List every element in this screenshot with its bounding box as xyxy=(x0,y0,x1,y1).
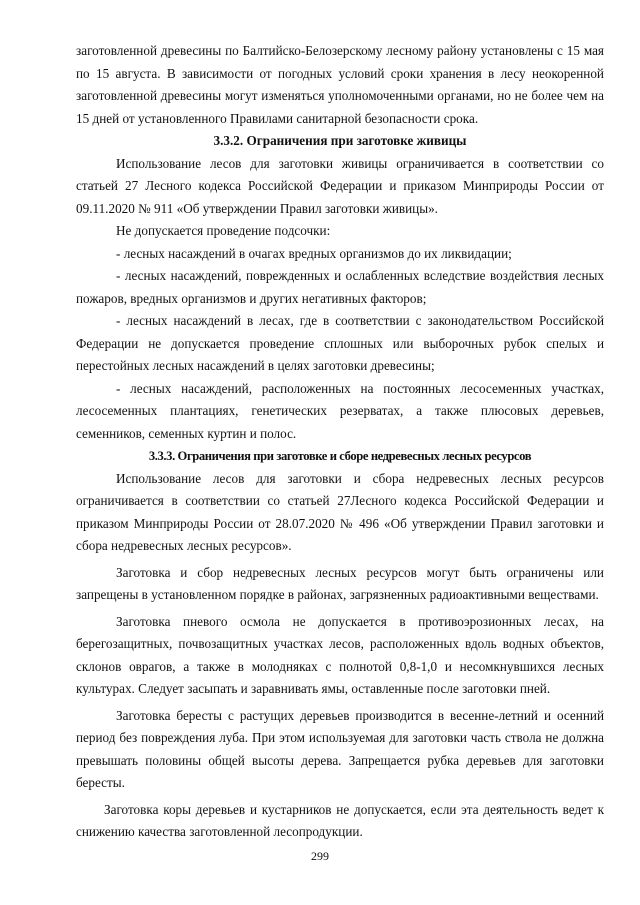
section-heading-3-3-3: 3.3.3. Ограничения при заготовке и сборе недревесных лесных ресурсов xyxy=(148,449,532,463)
section-heading-3-3-2: 3.3.2. Ограничения при заготовке живицы xyxy=(213,133,467,148)
paragraph: Не допускается проведение подсочки: xyxy=(116,223,331,238)
paragraph: Заготовка бересты с растущих деревьев производится в весенне-летний и осенний период без повреждения луба. При этом используемая для заготовки часть ствола не должна превышать половины общей высоты дерева. Запрещается рубка деревьев для заготовки бересты. xyxy=(76,707,604,790)
text-column xyxy=(76,40,604,844)
list-item: - лесных насаждений в очагах вредных организмов до их ликвидации; xyxy=(116,245,512,261)
paragraph: Заготовка коры деревьев и кустарников не допускается, если эта деятельность ведет к снижению качества заготовленной лесопродукции. xyxy=(76,801,604,839)
page-number: 299 xyxy=(311,849,329,863)
list-item: - лесных насаждений, расположенных на постоянных лесосеменных участках, лесосеменных плантациях, генетических резерватах, а также плюсовых деревьев, семенников, семенных куртин и полос. xyxy=(76,380,604,441)
paragraph-continuation: заготовленной древесины по Балтийско-Белозерскому лесному району установлены с 15 мая по 15 августа. В зависимости от погодных условий сроки хранения в лесу неокоренной заготовленной древесины могут изменяться уполномоченными органами, но не более чем на 15 дней от установленного Правилами санитарной безопасности срока. xyxy=(76,43,604,126)
paragraph: Заготовка и сбор недревесных лесных ресурсов могут быть ограничены или запрещены в установленном порядке в районах, загрязненных радиоактивными веществами. xyxy=(76,564,604,602)
paragraph: Использование лесов для заготовки живицы ограничивается в соответствии со статьей 27 Лесного кодекса Российской Федерации и приказом Минприроды России от 09.11.2020 № 911 «Об утверждении Правил заготовки живицы». xyxy=(76,155,604,216)
paragraph: Использование лесов для заготовки и сбора недревесных лесных ресурсов ограничивается в соответствии со статьей 27Лесного кодекса Российской Федерации и приказом Минприроды России от 28.07.2020 № 496 «Об утверждении Правил заготовки и сбора недревесных лесных ресурсов». xyxy=(76,470,604,553)
list-item: - лесных насаждений, поврежденных и ослабленных вследствие воздействия лесных пожаров, вредных организмов и других негативных факторов; xyxy=(76,268,604,306)
paragraph: Заготовка пневого осмола не допускается в противоэрозионных лесах, на берегозащитных, почвозащитных участках лесов, расположенных вдоль водных объектов, склонов оврагов, а также в молодняках с полнотой 0,8-1,0 и несомкнувшихся лесных культурах. Следует засыпать и заравнивать ямы, оставленные после заготовки пней. xyxy=(76,613,604,696)
list-item: - лесных насаждений в лесах, где в соответствии с законодательством Российской Федерации не допускается проведение сплошных или выборочных рубок спелых и перестойных лесных насаждений в целях заготовки древесины; xyxy=(76,313,604,373)
